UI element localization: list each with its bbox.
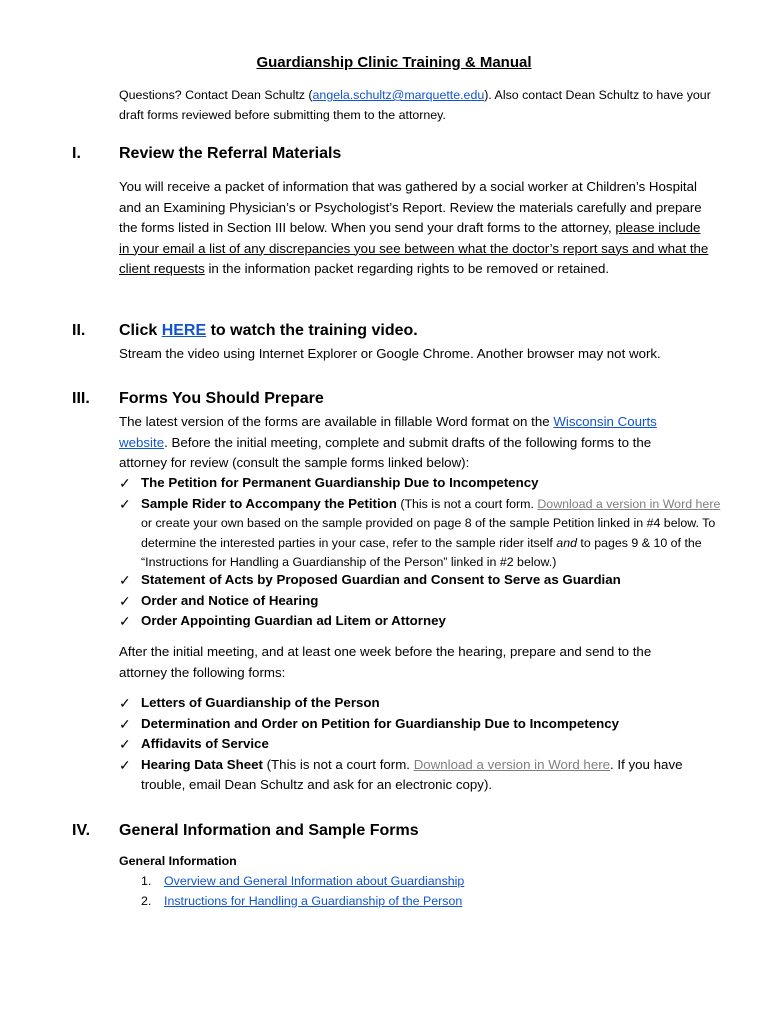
list-item-label: Affidavits of Service bbox=[141, 736, 269, 751]
body-text: in the information packet regarding rights to be removed or retained. bbox=[204, 261, 610, 276]
list-item-label: Order Appointing Guardian ad Litem or Attorney bbox=[141, 613, 446, 628]
section-4-number: IV. bbox=[72, 822, 91, 839]
note-text: determine the interested parties in your case, refer to the sample rider itself bbox=[141, 535, 557, 550]
section-3-number: III. bbox=[72, 390, 90, 407]
intro-line2: draft forms reviewed before submitting them to the attorney. bbox=[119, 107, 446, 122]
list-item bbox=[141, 892, 741, 912]
check-icon: ✓ bbox=[119, 593, 131, 609]
section-3-heading: Forms You Should Prepare bbox=[119, 390, 324, 407]
underlined-text: please include bbox=[615, 220, 701, 235]
underlined-text: in your email a list of any discrepancies you see between what the doctor’s report says and what the bbox=[119, 240, 709, 256]
overview-link[interactable]: Overview and General Information about Guardianship bbox=[164, 874, 465, 888]
body-text: . Before the initial meeting, complete and submit drafts of the following forms to the bbox=[164, 434, 652, 450]
check-icon: ✓ bbox=[119, 716, 131, 732]
check-icon: ✓ bbox=[119, 695, 131, 711]
rider-download-link[interactable]: Download a version in Word here bbox=[537, 497, 721, 511]
list-item bbox=[119, 755, 744, 776]
body-line: attorney the following forms: bbox=[119, 664, 286, 680]
list-item bbox=[119, 591, 744, 612]
list-item-label: The Petition for Permanent Guardianship Due to Incompetency bbox=[141, 475, 539, 490]
section-1-number: I. bbox=[72, 145, 81, 162]
intro-suffix: ). Also contact Dean Schultz to have your bbox=[484, 88, 711, 102]
section-3-intro bbox=[119, 412, 759, 474]
check-icon: ✓ bbox=[119, 613, 131, 629]
list-item bbox=[141, 872, 741, 892]
body-line: and an Examining Physician’s or Psychologist’s Report. Review the materials carefully and prepare bbox=[119, 199, 702, 215]
note-line: “Instructions for Handling a Guardianship of the Person” linked in #2 below.) bbox=[141, 555, 557, 569]
section-2-number: II. bbox=[72, 322, 86, 339]
list-item-label: Determination and Order on Petition for Guardianship Due to Incompetency bbox=[141, 716, 619, 731]
check-icon: ✓ bbox=[119, 475, 131, 491]
data-sheet-download-link[interactable]: Download a version in Word here bbox=[413, 757, 611, 772]
check-icon: ✓ bbox=[119, 496, 131, 512]
list-item-label: Order and Notice of Hearing bbox=[141, 593, 319, 608]
section-2-body: Stream the video using Internet Explorer or Google Chrome. Another browser may not work. bbox=[119, 346, 661, 361]
list-item bbox=[119, 611, 744, 632]
list-item bbox=[119, 473, 744, 494]
note-line: or create your own based on the sample provided on page 8 of the sample Petition linked in #4 below. To bbox=[141, 516, 716, 530]
wisconsin-courts-link[interactable]: Wisconsin Courts bbox=[553, 414, 657, 429]
heading-text: Click bbox=[119, 322, 162, 339]
list-item-label: Statement of Acts by Proposed Guardian and Consent to Serve as Guardian bbox=[141, 572, 621, 587]
list-item-label: Letters of Guardianship of the Person bbox=[141, 695, 380, 710]
list-item bbox=[119, 693, 744, 714]
note-text: to pages 9 & 10 of the bbox=[576, 535, 702, 550]
note-text: (This is not a court form. bbox=[396, 497, 538, 511]
note-text: (This is not a court form. bbox=[262, 757, 414, 772]
body-text: the forms listed in Section III below. When you send your draft forms to the attorney, bbox=[119, 220, 616, 235]
data-sheet-note: trouble, email Dean Schultz and ask for an electronic copy). bbox=[141, 777, 493, 792]
intro-prefix: Questions? Contact Dean Schultz ( bbox=[119, 88, 313, 102]
item-number: 1. bbox=[141, 874, 152, 888]
intro bbox=[119, 86, 749, 125]
rider-note bbox=[141, 514, 751, 573]
body-line: You will receive a packet of information that was gathered by a social worker at Children’s Hospital bbox=[119, 179, 697, 194]
list-item-label: Hearing Data Sheet bbox=[141, 757, 263, 772]
note-text: . If you have bbox=[610, 757, 683, 772]
section-4-heading: General Information and Sample Forms bbox=[119, 822, 419, 839]
list-item bbox=[119, 570, 744, 591]
italic-text: and bbox=[556, 535, 577, 550]
check-icon: ✓ bbox=[119, 757, 131, 773]
training-video-link[interactable]: HERE bbox=[161, 322, 207, 339]
instructions-link[interactable]: Instructions for Handling a Guardianship of the Person bbox=[164, 893, 463, 908]
subheading: General Information bbox=[119, 854, 237, 868]
underlined-text: client requests bbox=[119, 261, 205, 276]
email-link[interactable]: angela.schultz@marquette.edu bbox=[312, 88, 485, 102]
list-item bbox=[119, 714, 744, 735]
info-list bbox=[141, 872, 741, 911]
page-title: Guardianship Clinic Training & Manual bbox=[256, 54, 532, 71]
section-1-body bbox=[119, 177, 759, 280]
check-icon: ✓ bbox=[119, 736, 131, 752]
item-number: 2. bbox=[141, 893, 152, 908]
body-text: The latest version of the forms are available in fillable Word format on the bbox=[119, 414, 554, 429]
check-icon: ✓ bbox=[119, 572, 131, 588]
list-item bbox=[119, 734, 744, 755]
section-1-heading: Review the Referral Materials bbox=[119, 145, 342, 162]
wisconsin-courts-link[interactable]: website bbox=[119, 434, 165, 450]
body-line: After the initial meeting, and at least one week before the hearing, prepare and send to the bbox=[119, 644, 652, 659]
section-2-heading bbox=[119, 322, 418, 340]
body-line: attorney for review (consult the sample forms linked below): bbox=[119, 455, 470, 470]
heading-text: to watch the training video. bbox=[206, 322, 418, 339]
section-3-after bbox=[119, 642, 759, 683]
list-item bbox=[119, 494, 744, 515]
list-item-label: Sample Rider to Accompany the Petition bbox=[141, 496, 397, 511]
